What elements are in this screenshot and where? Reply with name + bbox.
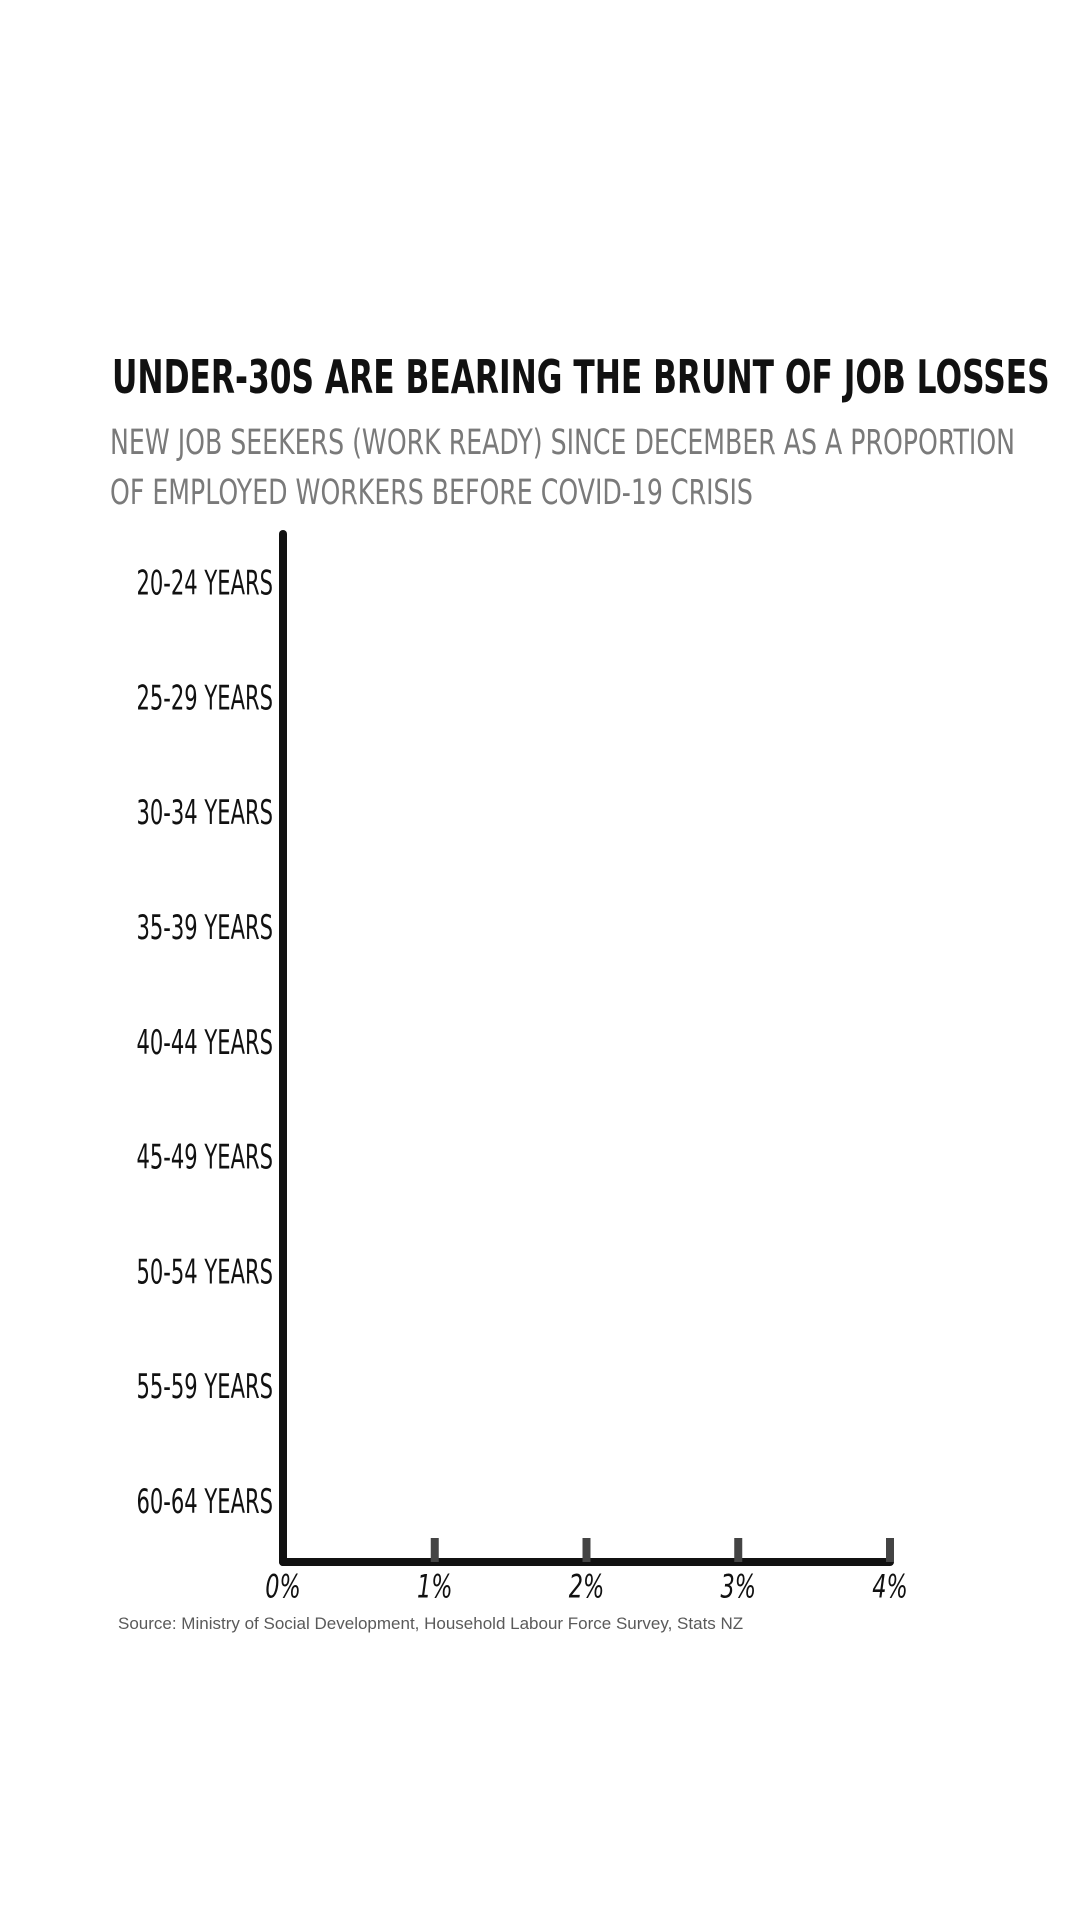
chart-subtitle-line-1: NEW JOB SEEKERS (WORK READY) SINCE DECEMBER AS A PROPORTION: [110, 423, 1016, 463]
y-tick-label-7: 55-59 YEARS: [136, 1366, 273, 1407]
x-tick-mark-3: [734, 1538, 742, 1562]
y-tick-label-0: 20-24 YEARS: [136, 563, 273, 604]
y-tick-label-8: 60-64 YEARS: [136, 1481, 273, 1522]
y-axis-labels: [136, 563, 273, 1521]
x-tick-mark-1: [431, 1538, 439, 1562]
x-tick-label-3: 3%: [720, 1567, 757, 1606]
x-tick-label-0: 0%: [265, 1567, 301, 1606]
y-tick-label-2: 30-34 YEARS: [136, 792, 273, 833]
y-tick-label-5: 45-49 YEARS: [136, 1137, 273, 1178]
x-tick-label-4: 4%: [872, 1567, 908, 1606]
chart-title: UNDER-30S ARE BEARING THE BRUNT OF JOB LOSSES: [112, 350, 1050, 404]
x-tick-mark-4: [886, 1538, 894, 1562]
x-tick-mark-2: [583, 1538, 591, 1562]
y-tick-label-3: 35-39 YEARS: [136, 907, 273, 948]
x-tick-label-1: 1%: [416, 1567, 453, 1606]
y-tick-label-1: 25-29 YEARS: [136, 678, 273, 718]
x-axis-ticks: [265, 1538, 908, 1605]
chart-subtitle-line-2: OF EMPLOYED WORKERS BEFORE COVID-19 CRISIS: [110, 473, 753, 513]
source-note: Source: Ministry of Social Development, Household Labour Force Survey, Stats NZ: [118, 1614, 744, 1633]
x-tick-label-2: 2%: [568, 1567, 605, 1606]
y-tick-label-6: 50-54 YEARS: [136, 1252, 273, 1292]
y-tick-label-4: 40-44 YEARS: [136, 1022, 273, 1063]
